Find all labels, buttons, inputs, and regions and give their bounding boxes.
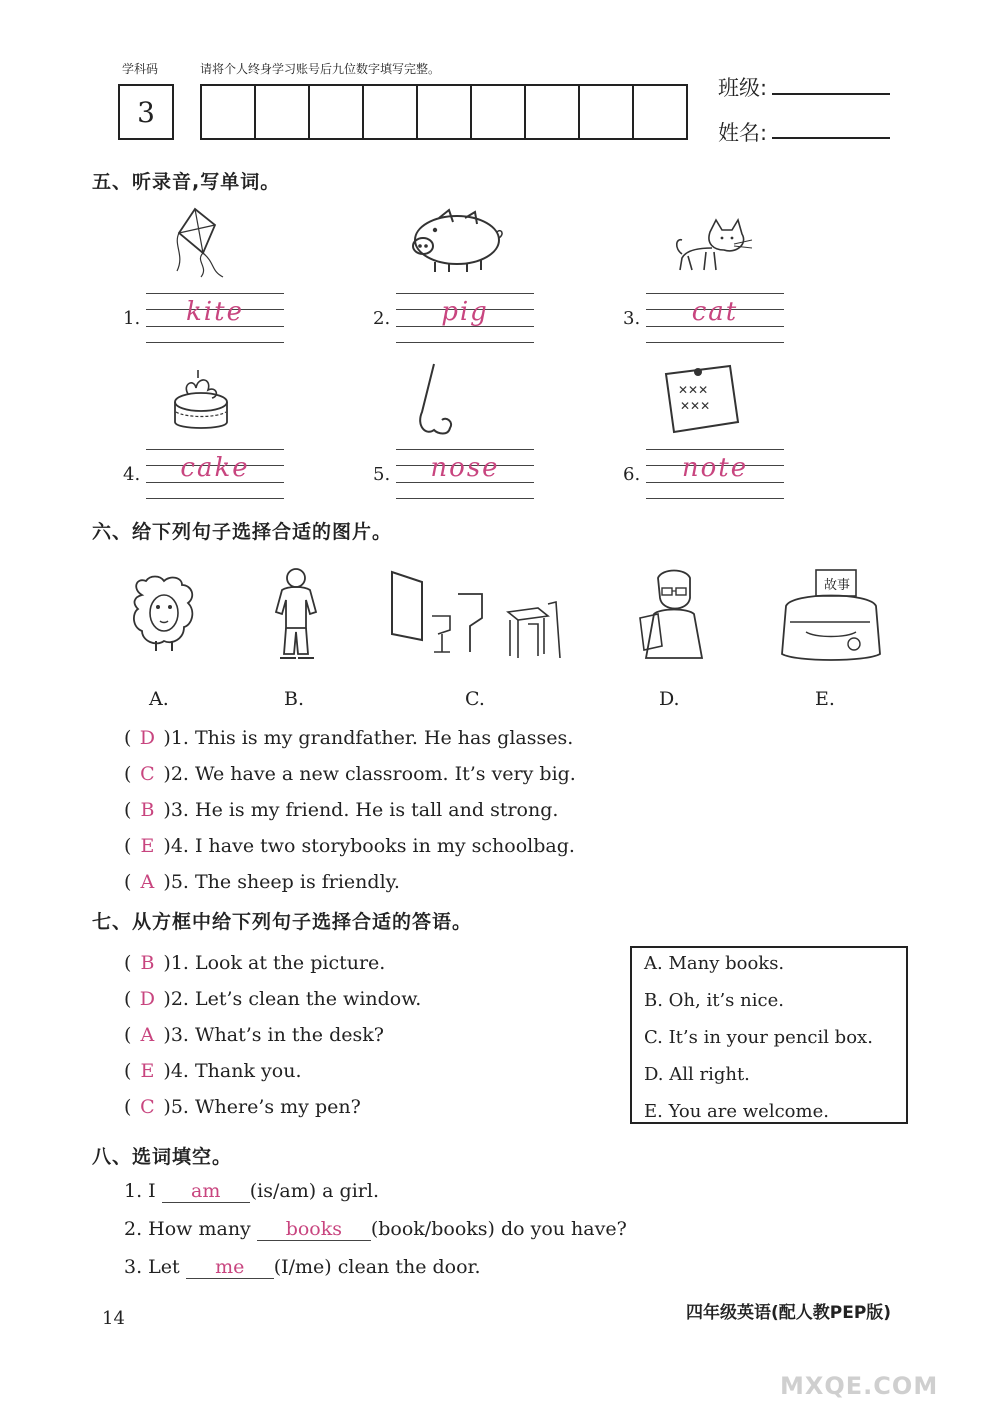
question-row: ( A )3. What’s in the desk?: [124, 1024, 384, 1046]
answer-word: nose: [430, 453, 500, 483]
question-row: ( C )5. Where’s my pen?: [124, 1096, 361, 1118]
question-row: ( E )4. Thank you.: [124, 1060, 302, 1082]
question-row: ( C )2. We have a new classroom. It’s very big.: [124, 763, 576, 785]
answer-letter[interactable]: A: [140, 871, 155, 893]
answer-word: cat: [691, 297, 739, 327]
digit-box[interactable]: [418, 86, 472, 138]
answer-word: cake: [180, 453, 250, 483]
writing-lines[interactable]: [146, 293, 284, 341]
digit-box[interactable]: [526, 86, 580, 138]
question-row: ( E )4. I have two storybooks in my schoolbag.: [124, 835, 575, 857]
section7-title: 七、从方框中给下列句子选择合适的答语。: [92, 911, 473, 933]
item-number: 3.: [623, 308, 641, 329]
answer-letter[interactable]: B: [140, 952, 155, 974]
answer-word: kite: [186, 297, 244, 327]
page-number: 14: [102, 1308, 125, 1329]
picture-label-d: D.: [659, 688, 680, 710]
answer-options-box: [630, 946, 908, 1124]
svg-text:✕✕✕: ✕✕✕: [680, 399, 711, 413]
answer-letter[interactable]: D: [139, 988, 156, 1010]
grandfather-picture: [634, 568, 710, 662]
digit-box[interactable]: [310, 86, 364, 138]
svg-text:✕✕✕: ✕✕✕: [678, 383, 709, 397]
answer-letter[interactable]: C: [140, 763, 155, 785]
writing-lines[interactable]: [646, 449, 784, 497]
answer-word: pig: [441, 297, 489, 327]
picture-label-c: C.: [465, 688, 485, 710]
answer-letter[interactable]: D: [139, 727, 156, 749]
digit-box[interactable]: [580, 86, 634, 138]
cake-picture: [168, 364, 234, 436]
blank-answer[interactable]: am: [162, 1180, 250, 1203]
subject-code-value: 3: [137, 95, 155, 129]
writing-lines[interactable]: [146, 449, 284, 497]
section6-title: 六、给下列句子选择合适的图片。: [92, 521, 393, 543]
strong-man-picture: [268, 566, 324, 664]
item-number: 4.: [123, 464, 141, 485]
digit-box[interactable]: [364, 86, 418, 138]
sentence-start: 1. I: [124, 1180, 156, 1202]
question-text: )4. I have two storybooks in my schoolbag.: [163, 835, 575, 857]
option-item: B. Oh, it’s nice.: [644, 990, 784, 1011]
question-row: ( D )2. Let’s clean the window.: [124, 988, 422, 1010]
question-text: )2. We have a new classroom. It’s very big.: [163, 763, 576, 785]
kite-picture: [165, 205, 235, 280]
writing-lines[interactable]: [646, 293, 784, 341]
answer-letter[interactable]: C: [140, 1096, 155, 1118]
fill-blank-row: [124, 1256, 481, 1279]
fill-blank-row: [124, 1180, 379, 1203]
digit-box[interactable]: [256, 86, 310, 138]
fill-blank-row: [124, 1218, 627, 1241]
option-item: E. You are welcome.: [644, 1101, 829, 1122]
sentence-end: (I/me) clean the door.: [273, 1256, 481, 1278]
question-text: )5. Where’s my pen?: [163, 1096, 361, 1118]
item-number: 5.: [373, 464, 391, 485]
picture-label-b: B.: [284, 688, 305, 710]
name-field[interactable]: [772, 136, 890, 139]
option-item: D. All right.: [644, 1064, 750, 1085]
subject-code-label: 学科码: [122, 62, 159, 76]
item-number: 1.: [123, 308, 141, 329]
answer-letter[interactable]: E: [140, 835, 155, 857]
subject-code-box: [118, 84, 174, 140]
picture-label-e: E.: [815, 688, 835, 710]
writing-lines[interactable]: [396, 449, 534, 497]
question-row: ( D )1. This is my grandfather. He has glasses.: [124, 727, 574, 749]
answer-letter[interactable]: E: [140, 1060, 155, 1082]
option-item: A. Many books.: [644, 953, 785, 974]
name-label: 姓名:: [718, 121, 768, 145]
sentence-start: 2. How many: [124, 1218, 251, 1240]
question-text: )2. Let’s clean the window.: [163, 988, 422, 1010]
bag-sign-text: 故事: [824, 578, 851, 593]
question-text: )3. What’s in the desk?: [163, 1024, 384, 1046]
digit-box[interactable]: [202, 86, 256, 138]
picture-label-a: A.: [149, 688, 169, 710]
sentence-start: 3. Let: [124, 1256, 180, 1278]
question-row: ( A )5. The sheep is friendly.: [124, 871, 400, 893]
digit-box[interactable]: [472, 86, 526, 138]
account-instruction: 请将个人终身学习账号后九位数字填写完整。: [200, 62, 441, 76]
section5-title: 五、听录音,写单词。: [92, 171, 281, 193]
question-text: )1. This is my grandfather. He has glasses.: [163, 727, 574, 749]
book-title: 四年级英语(配人教PEP版): [686, 1303, 892, 1323]
item-number: 6.: [623, 464, 641, 485]
class-field[interactable]: [772, 92, 890, 95]
question-text: )5. The sheep is friendly.: [163, 871, 400, 893]
class-label: 班级:: [718, 76, 768, 100]
blank-answer[interactable]: me: [186, 1256, 274, 1279]
sentence-end: (is/am) a girl.: [249, 1180, 379, 1202]
classroom-picture: [388, 568, 566, 662]
nose-picture: [412, 360, 462, 440]
answer-letter[interactable]: A: [140, 1024, 155, 1046]
item-number: 2.: [373, 308, 391, 329]
answer-word: note: [681, 453, 749, 483]
question-text: )4. Thank you.: [163, 1060, 302, 1082]
writing-lines[interactable]: [396, 293, 534, 341]
schoolbag-picture: [776, 566, 884, 664]
section8-title: 八、选词填空。: [92, 1146, 233, 1168]
answer-letter[interactable]: B: [140, 799, 155, 821]
digit-box[interactable]: [634, 86, 686, 138]
sentence-end: (book/books) do you have?: [370, 1218, 627, 1240]
note-picture: [660, 360, 744, 436]
question-row: ( B )1. Look at the picture.: [124, 952, 386, 974]
blank-answer[interactable]: books: [257, 1218, 371, 1241]
option-item: C. It’s in your pencil box.: [644, 1027, 873, 1048]
cat-picture: [670, 214, 758, 276]
question-text: )3. He is my friend. He is tall and strong.: [163, 799, 559, 821]
question-text: )1. Look at the picture.: [163, 952, 386, 974]
question-row: ( B )3. He is my friend. He is tall and strong.: [124, 799, 559, 821]
watermark: MXQE.COM: [780, 1372, 939, 1400]
account-digit-boxes[interactable]: [200, 84, 688, 140]
sheep-picture: [128, 575, 200, 653]
pig-picture: [405, 208, 505, 276]
